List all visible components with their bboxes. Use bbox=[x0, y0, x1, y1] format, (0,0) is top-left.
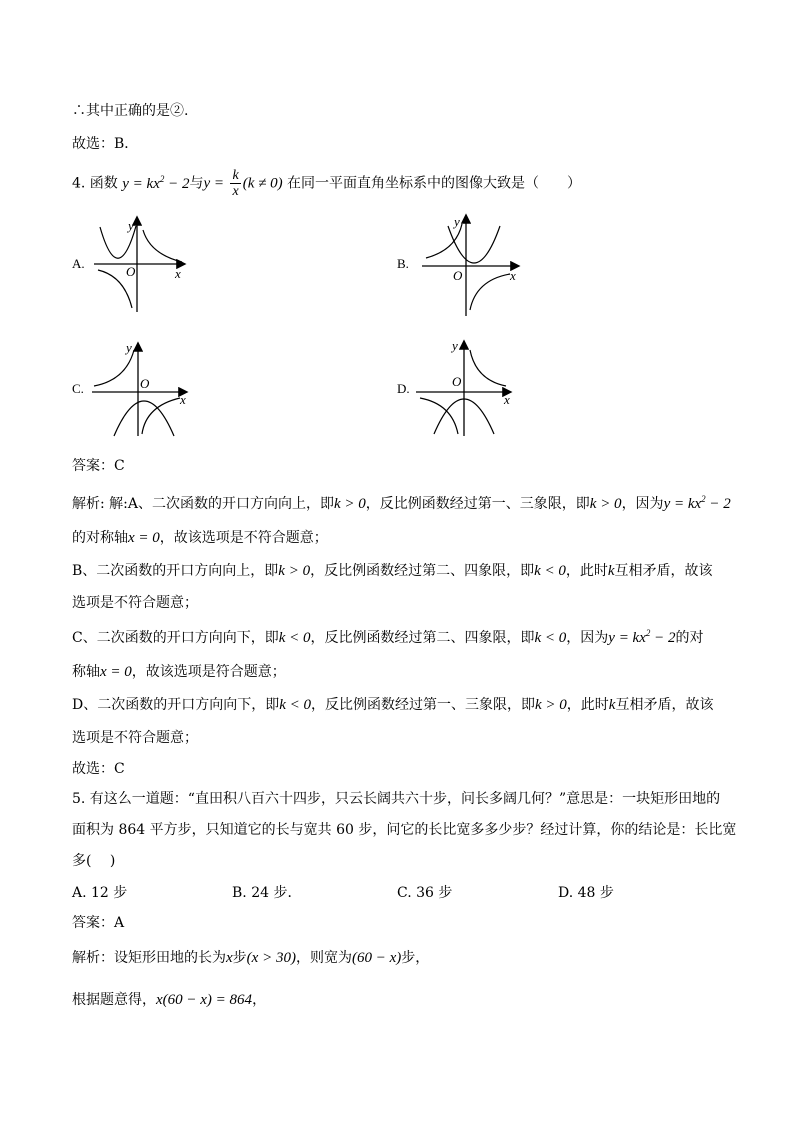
analysis-d-line1: D、二次函数的开口方向向下，即k < 0，反比例函数经过第一、三象限，即k > 0，此时k互相矛盾，故该 bbox=[72, 697, 714, 713]
q4-eq1: $y = kx^2 - 2$ bbox=[122, 173, 190, 192]
question-5-line3: 多( ) bbox=[72, 853, 116, 869]
q5-choice-a: A. 12 步 bbox=[72, 885, 128, 901]
answer-a: 答案：A bbox=[72, 915, 125, 931]
analysis-5-line2: 根据题意得，x(60 − x) = 864， bbox=[72, 992, 267, 1008]
q5-choice-c: C. 36 步 bbox=[397, 885, 453, 901]
option-c-label: C. bbox=[72, 381, 84, 396]
q5-choice-b: B. 24 步． bbox=[232, 885, 302, 901]
analysis-c-line2: 称轴x = 0，故该选项是符合题意； bbox=[72, 664, 286, 680]
analysis-b-line2: 选项是不符合题意； bbox=[72, 595, 198, 611]
option-b-y-label: y bbox=[454, 214, 460, 229]
option-d-x-label: x bbox=[504, 392, 510, 407]
select-c: 故选：C bbox=[72, 761, 125, 777]
option-b-graph bbox=[420, 210, 530, 320]
option-a-origin-label: O bbox=[126, 264, 136, 279]
question-4 bbox=[72, 168, 581, 199]
option-b-origin-label: O bbox=[453, 268, 463, 283]
q4-prefix: 4. 函数 bbox=[72, 175, 118, 192]
option-a-y-label: y bbox=[128, 218, 134, 233]
option-c-y-label: y bbox=[126, 340, 132, 355]
option-b-label: B. bbox=[397, 256, 409, 271]
q4-and: 与 bbox=[189, 175, 204, 192]
answer-c: 答案：C bbox=[72, 458, 125, 474]
analysis-d-line2: 选项是不符合题意； bbox=[72, 730, 198, 746]
question-5-line1: 5. 有这么一道题：“直田积八百六十四步，只云长阔共六十步，问长多阔几何？”意思是：一块矩形田地的 bbox=[72, 791, 721, 807]
q5-choice-d: D. 48 步 bbox=[558, 885, 614, 901]
option-c-x-label: x bbox=[180, 392, 186, 407]
answer-select-b: 故选：B． bbox=[72, 136, 139, 152]
q4-eq2-lhs: y = bbox=[203, 175, 225, 192]
option-d-origin-label: O bbox=[452, 374, 462, 389]
option-a-graph bbox=[90, 212, 200, 317]
question-5-line2: 面积为 864 平方步，只知道它的长与宽共 60 步，问它的长比宽多多少步？经过计算，你的结论是：长比宽 bbox=[72, 822, 737, 838]
option-a-label: A. bbox=[72, 256, 85, 271]
option-d-label: D. bbox=[397, 381, 410, 396]
q4-fraction: $\frac{k}{x}$ bbox=[232, 168, 239, 199]
option-b-x-label: x bbox=[510, 268, 516, 283]
q4-suffix: 在同一平面直角坐标系中的图像大致是（ ） bbox=[287, 175, 582, 192]
analysis-5-line1: 解析：设矩形田地的长为x步(x > 30)，则宽为(60 − x)步， bbox=[72, 950, 430, 966]
option-c-graph bbox=[88, 338, 198, 438]
option-c-origin-label: O bbox=[140, 376, 150, 391]
conclusion-line: ∴其中正确的是②. bbox=[72, 103, 189, 119]
q4-condition: (k ≠ 0) bbox=[242, 175, 283, 192]
option-a-x-label: x bbox=[175, 266, 181, 281]
analysis-b-line1: B、二次函数的开口方向向上，即k > 0，反比例函数经过第二、四象限，即k < 0，此时k互相矛盾，故该 bbox=[72, 563, 713, 579]
analysis-c-line1: C、二次函数的开口方向向下，即k < 0，反比例函数经过第二、四象限，即k < 0，因为$y = kx^2 - 2$的对 bbox=[72, 628, 704, 646]
analysis-a-line2: 的对称轴x = 0，故该选项是不符合题意； bbox=[72, 530, 328, 546]
option-d-graph bbox=[412, 336, 522, 438]
option-d-y-label: y bbox=[452, 338, 458, 353]
analysis-a-line1: 解析: 解:A、二次函数的开口方向向上，即k > 0，反比例函数经过第一、三象限，即k > 0，因为$y = kx^2 - 2$ bbox=[72, 494, 731, 512]
